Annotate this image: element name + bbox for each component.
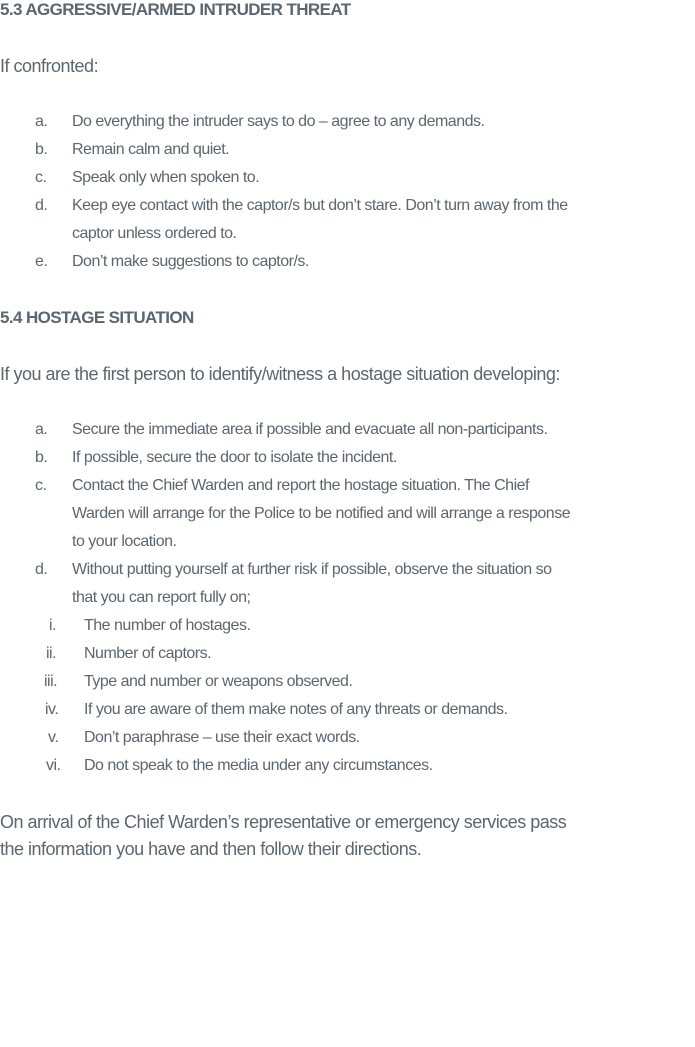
list-text: Without putting yourself at further risk if possible, observe the situation so xyxy=(72,561,552,578)
list-text: Secure the immediate area if possible and evacuate all non-participants. xyxy=(72,421,548,438)
list-text: Remain calm and quiet. xyxy=(72,141,230,158)
list-marker: a. xyxy=(35,421,48,438)
section-heading: 5.4 HOSTAGE SITUATION xyxy=(0,308,194,327)
list-text: If possible, secure the door to isolate the incident. xyxy=(72,449,397,466)
list-marker: i. xyxy=(49,617,56,634)
section-intro: If confronted: xyxy=(0,56,99,76)
list-marker: vi. xyxy=(46,757,61,774)
list-marker: a. xyxy=(35,113,48,130)
list-marker: iii. xyxy=(44,673,58,690)
closing-paragraph-line: the information you have and then follow their directions. xyxy=(0,839,422,859)
list-text: Speak only when spoken to. xyxy=(72,169,260,186)
list-marker: b. xyxy=(35,449,48,466)
list-text: Keep eye contact with the captor/s but don’t stare. Don’t turn away from the xyxy=(72,197,568,214)
list-text: Contact the Chief Warden and report the hostage situation. The Chief xyxy=(72,477,529,494)
list-text: Don’t make suggestions to captor/s. xyxy=(72,253,309,270)
list-text: Don’t paraphrase – use their exact words. xyxy=(84,729,360,746)
list-marker: d. xyxy=(35,561,48,578)
section-heading: 5.3 AGGRESSIVE/ARMED INTRUDER THREAT xyxy=(0,0,351,19)
list-text: If you are aware of them make notes of any threats or demands. xyxy=(84,701,508,718)
list-text: Warden will arrange for the Police to be notified and will arrange a response xyxy=(72,505,571,522)
list-text: captor unless ordered to. xyxy=(72,225,237,242)
list-text: Do everything the intruder says to do – agree to any demands. xyxy=(72,113,485,130)
list-text: The number of hostages. xyxy=(84,617,251,634)
list-text: Do not speak to the media under any circumstances. xyxy=(84,757,433,774)
closing-paragraph-line: On arrival of the Chief Warden’s representative or emergency services pass xyxy=(0,812,567,832)
list-marker: c. xyxy=(35,477,47,494)
list-marker: iv. xyxy=(45,701,59,718)
list-marker: d. xyxy=(35,197,48,214)
list-text: Type and number or weapons observed. xyxy=(84,673,353,690)
list-marker: e. xyxy=(35,253,48,270)
list-marker: ii. xyxy=(46,645,57,662)
list-marker: v. xyxy=(48,729,59,746)
list-marker: b. xyxy=(35,141,48,158)
list-marker: c. xyxy=(35,169,47,186)
list-text: that you can report fully on; xyxy=(72,589,251,606)
list-text: to your location. xyxy=(72,533,177,550)
section-intro: If you are the first person to identify/witness a hostage situation developing: xyxy=(0,364,560,384)
list-text: Number of captors. xyxy=(84,645,212,662)
